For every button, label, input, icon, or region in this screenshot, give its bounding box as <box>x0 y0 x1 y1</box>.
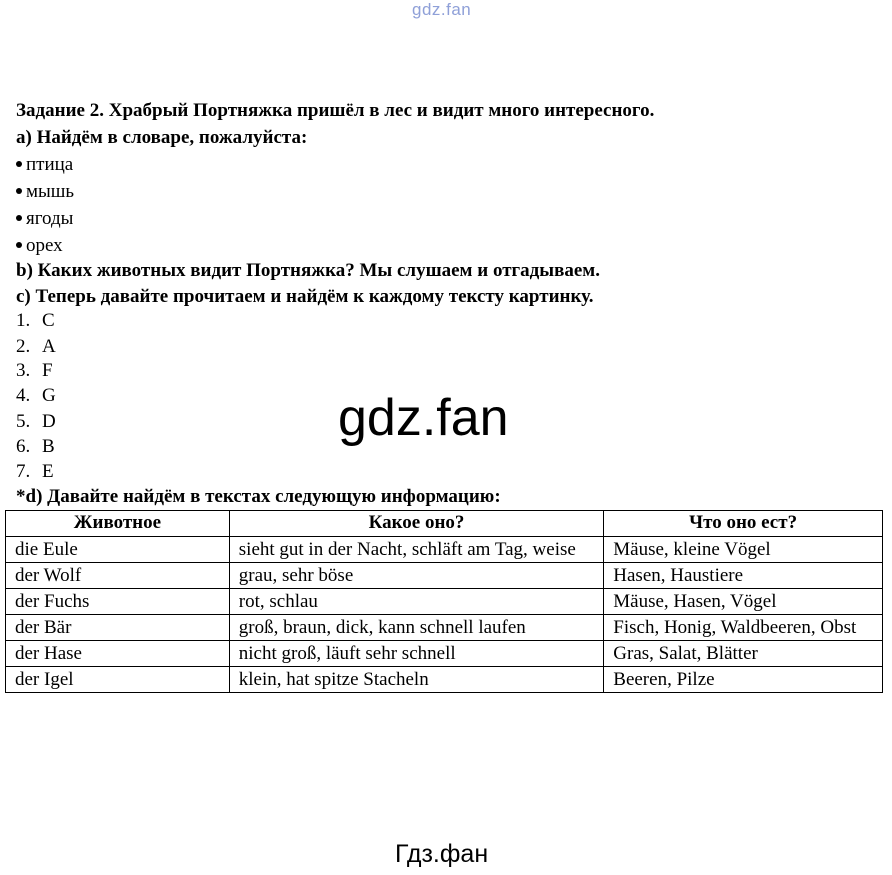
task-title: Задание 2. Храбрый Портняжка пришёл в лес и видит много интересного. <box>16 100 655 121</box>
cell-animal: der Wolf <box>6 563 230 589</box>
word-text: мышь <box>26 181 75 202</box>
answer-number: 2. <box>16 336 31 357</box>
table-header-row <box>6 511 883 537</box>
part-d-heading: *d) Давайте найдём в текстах следующую информацию: <box>16 486 501 507</box>
cell-animal: der Fuchs <box>6 589 230 615</box>
bullet-icon <box>16 215 22 221</box>
answer-item <box>16 411 56 433</box>
header-animal: Животное <box>6 511 230 537</box>
cell-animal: der Igel <box>6 667 230 693</box>
cell-food: Fisch, Honig, Waldbeeren, Obst <box>604 615 883 641</box>
header-food: Что оно ест? <box>604 511 883 537</box>
watermark-top: gdz.fan <box>412 0 472 19</box>
table-row <box>6 589 883 615</box>
answer-item <box>16 436 55 458</box>
cell-animal: der Hase <box>6 641 230 667</box>
answer-item <box>16 310 55 332</box>
table-row <box>6 615 883 641</box>
answer-number: 7. <box>16 461 31 482</box>
answer-item <box>16 336 56 358</box>
cell-food: Mäuse, Hasen, Vögel <box>604 589 883 615</box>
word-list-item <box>16 235 63 257</box>
cell-description: klein, hat spitze Stacheln <box>229 667 604 693</box>
answer-item <box>16 461 54 483</box>
answer-letter: F <box>42 360 53 381</box>
word-list-item <box>16 154 73 176</box>
bullet-icon <box>16 188 22 194</box>
answer-letter: A <box>42 336 56 357</box>
answer-number: 3. <box>16 360 31 381</box>
header-description: Какое оно? <box>229 511 604 537</box>
cell-food: Beeren, Pilze <box>604 667 883 693</box>
table-row <box>6 563 883 589</box>
answer-letter: G <box>42 385 56 406</box>
table-row <box>6 537 883 563</box>
word-text: ягоды <box>26 208 74 229</box>
answer-number: 5. <box>16 411 31 432</box>
cell-food: Gras, Salat, Blätter <box>604 641 883 667</box>
answer-number: 6. <box>16 436 31 457</box>
part-c-heading: c) Теперь давайте прочитаем и найдём к каждому тексту картинку. <box>16 286 594 307</box>
part-a-heading: a) Найдём в словаре, пожалуйста: <box>16 127 308 148</box>
word-text: птица <box>26 154 74 175</box>
word-text: орех <box>26 235 63 256</box>
cell-description: groß, braun, dick, kann schnell laufen <box>229 615 604 641</box>
animals-table <box>5 510 883 693</box>
answer-letter: D <box>42 411 56 432</box>
cell-description: grau, sehr böse <box>229 563 604 589</box>
watermark-bottom: Гдз.фан <box>395 840 489 868</box>
cell-description: nicht groß, läuft sehr schnell <box>229 641 604 667</box>
cell-animal: der Bär <box>6 615 230 641</box>
cell-description: rot, schlau <box>229 589 604 615</box>
word-list-item <box>16 208 73 230</box>
cell-food: Mäuse, kleine Vögel <box>604 537 883 563</box>
cell-animal: die Eule <box>6 537 230 563</box>
bullet-icon <box>16 161 22 167</box>
answer-letter: E <box>42 461 54 482</box>
answer-number: 1. <box>16 310 31 331</box>
answer-number: 4. <box>16 385 31 406</box>
bullet-icon <box>16 242 22 248</box>
answer-item <box>16 360 53 382</box>
word-list-item <box>16 181 74 203</box>
answer-item <box>16 385 56 407</box>
cell-food: Hasen, Haustiere <box>604 563 883 589</box>
table-row <box>6 641 883 667</box>
cell-description: sieht gut in der Nacht, schläft am Tag, weise <box>229 537 604 563</box>
table-row <box>6 667 883 693</box>
answer-letter: C <box>42 310 55 331</box>
part-b-heading: b) Каких животных видит Портняжка? Мы слушаем и отгадываем. <box>16 260 600 281</box>
answer-letter: B <box>42 436 55 457</box>
watermark-center: gdz.fan <box>338 389 509 447</box>
